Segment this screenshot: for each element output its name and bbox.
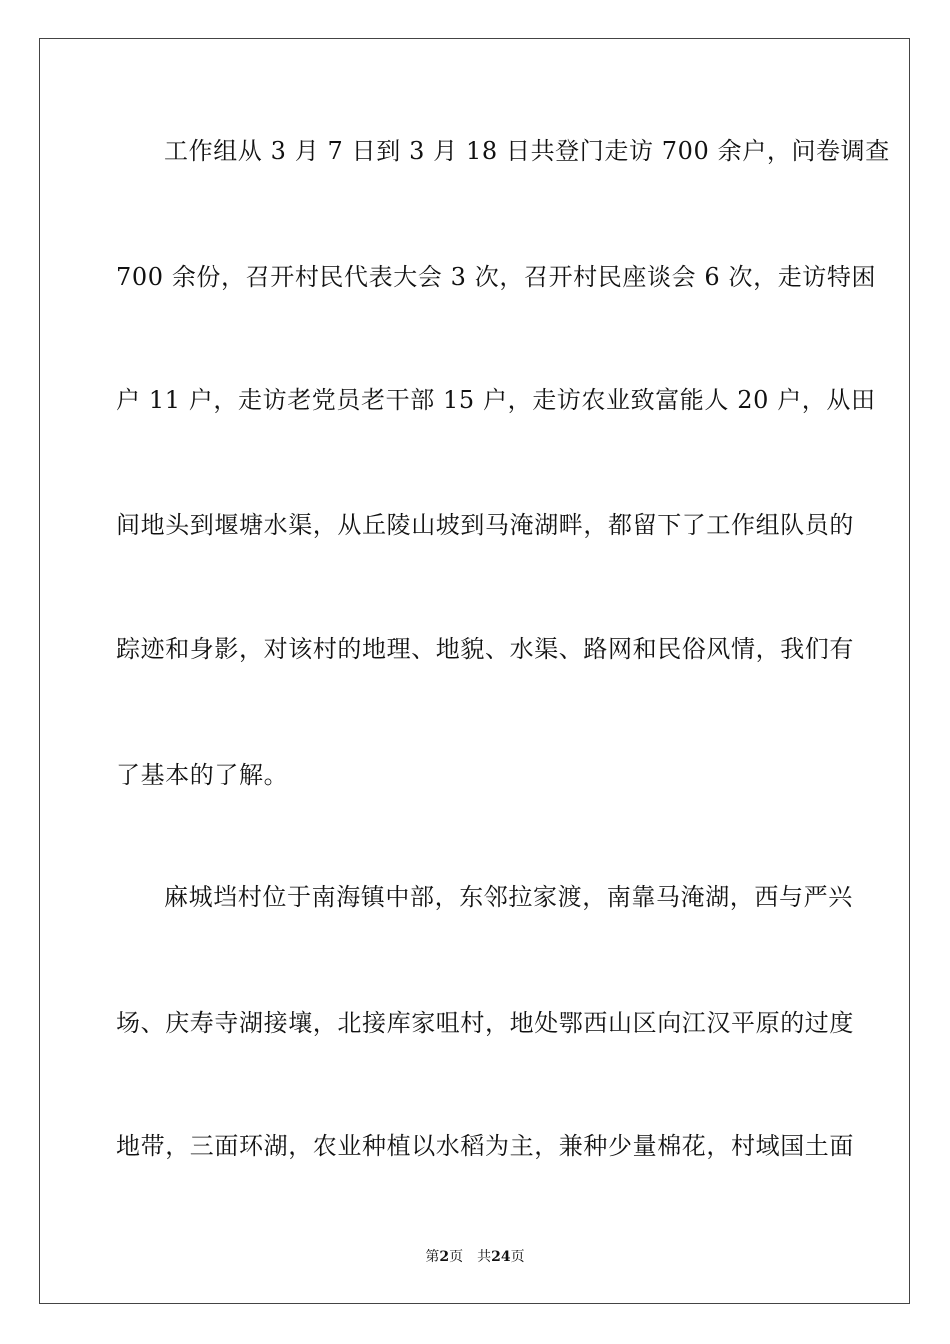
page-suffix: 页 xyxy=(449,1249,464,1265)
paragraph-2-line-3: 地带，三面环湖，农业种植以水稻为主，兼种少量棉花，村域国土面 xyxy=(116,1132,854,1160)
paragraph-1-line-3: 户 11 户，走访老党员老干部 15 户，走访农业致富能人 20 户，从田 xyxy=(116,386,876,414)
total-suffix: 页 xyxy=(510,1249,525,1265)
paragraph-1-line-6: 了基本的了解。 xyxy=(116,761,289,789)
paragraph-1-line-4: 间地头到堰塘水渠，从丘陵山坡到马淹湖畔，都留下了工作组队员的 xyxy=(116,511,854,539)
paragraph-1-line-1: 工作组从 3 月 7 日到 3 月 18 日共登门走访 700 余户，问卷调查 xyxy=(164,137,890,165)
total-prefix: 共 xyxy=(477,1249,492,1265)
paragraph-1-line-5: 踪迹和身影，对该村的地理、地貌、水渠、路网和民俗风情，我们有 xyxy=(116,635,854,663)
paragraph-2-line-1: 麻城垱村位于南海镇中部，东邻拉家渡，南靠马淹湖，西与严兴 xyxy=(164,883,853,911)
page-prefix: 第 xyxy=(425,1249,440,1265)
total-pages-indicator xyxy=(477,1248,524,1266)
page-footer xyxy=(0,1248,950,1266)
page-indicator xyxy=(425,1248,463,1266)
page-number: 2 xyxy=(439,1249,450,1265)
paragraph-2-line-2: 场、庆寿寺湖接壤，北接库家咀村，地处鄂西山区向江汉平原的过度 xyxy=(116,1009,854,1037)
paragraph-1-line-2: 700 余份，召开村民代表大会 3 次，召开村民座谈会 6 次，走访特困 xyxy=(116,263,877,291)
page-border xyxy=(39,38,910,1304)
total-pages: 24 xyxy=(491,1249,511,1265)
